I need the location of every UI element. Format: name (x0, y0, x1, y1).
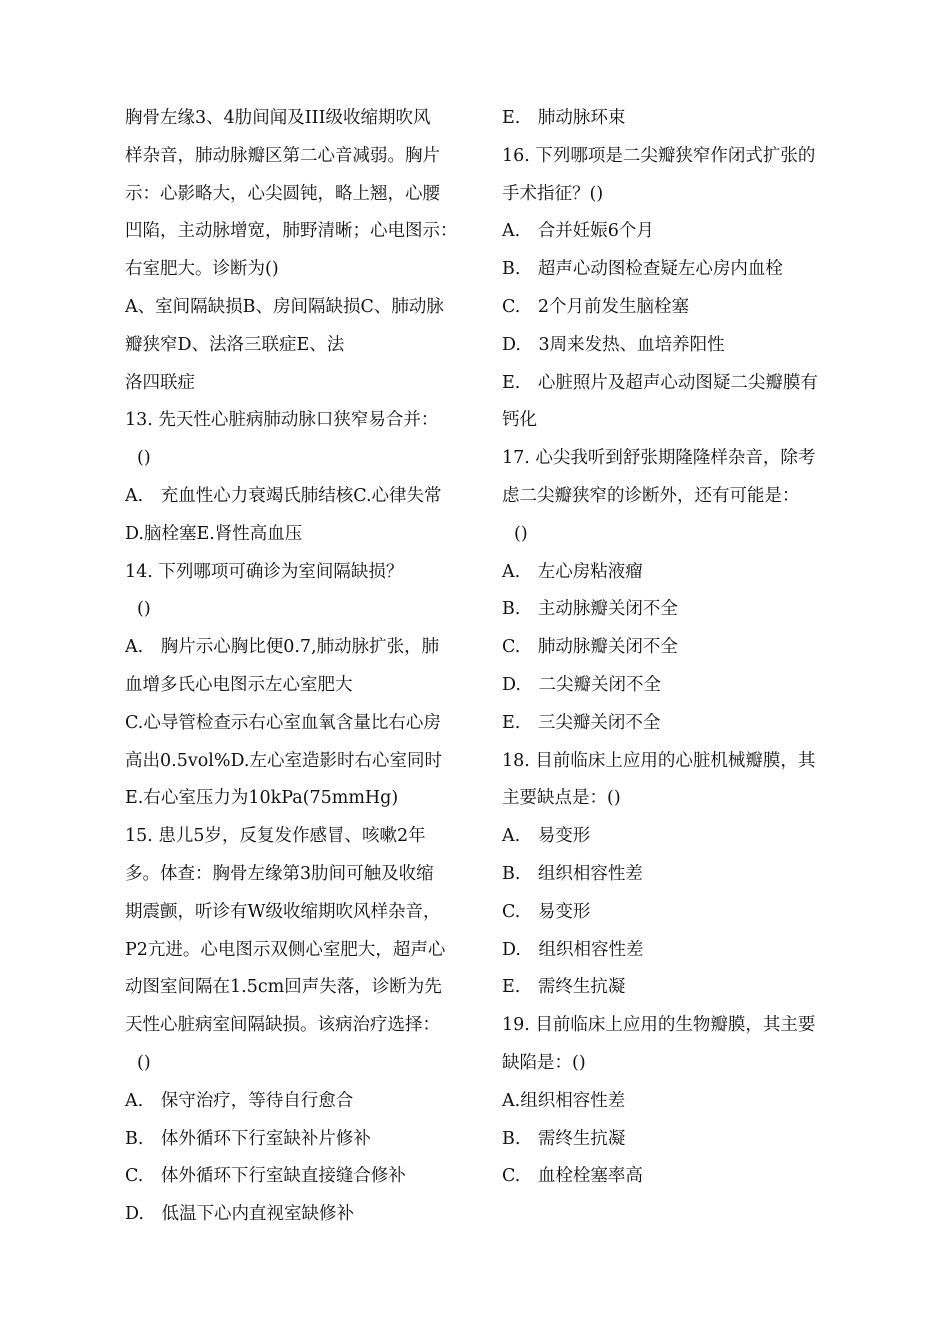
text-line: C. 体外循环下行室缺直接缝合修补 (125, 1166, 406, 1187)
text-line: A. 胸片示心胸比便0.7,肺动脉扩张，肺 (125, 637, 440, 658)
text-line: 瓣狭窄D、法洛三联症E、法 (125, 334, 345, 355)
right-column (502, 100, 847, 1196)
text-line: C. 2个月前发生脑栓塞 (502, 296, 689, 317)
text-line: A、室间隔缺损B、房间隔缺损C、肺动脉 (125, 296, 444, 317)
text-line: E. 三尖瓣关闭不全 (502, 712, 661, 733)
text-line: 18. 目前临床上应用的心脏机械瓣膜，其 (502, 750, 816, 771)
text-line: 动图室间隔在1.5cm回声失落，诊断为先 (125, 977, 442, 998)
text-line: A.组织相容性差 (502, 1090, 626, 1111)
text-line: C. 易变形 (502, 901, 591, 922)
text-line: 样杂音，肺动脉瓣区第二心音减弱。胸片 (125, 145, 440, 166)
text-line: A. 易变形 (502, 826, 591, 847)
text-line: E. 肺动脉环束 (502, 108, 626, 128)
text-line: B. 组织相容性差 (502, 863, 643, 884)
text-line: () (137, 448, 151, 469)
text-line: 虑二尖瓣狭窄的诊断外，还有可能是： (502, 485, 800, 506)
text-line: 右室肥大。诊断为() (125, 259, 279, 280)
text-line: 手术指征？() (502, 183, 604, 204)
text-line: 多。体查：胸骨左缘第3肋间可触及收缩 (125, 863, 434, 884)
text-line: 15. 患儿5岁，反复发作感冒、咳嗽2年 (125, 826, 426, 847)
text-line: 血增多氏心电图示左心室肥大 (125, 674, 353, 695)
text-line: () (137, 1052, 151, 1073)
text-line: C. 肺动脉瓣关闭不全 (502, 637, 678, 658)
text-line: () (137, 599, 151, 620)
text-line: E. 心脏照片及超声心动图疑二尖瓣膜有 (502, 372, 818, 393)
text-line: B. 主动脉瓣关闭不全 (502, 599, 678, 620)
text-line: A. 左心房粘液瘤 (502, 561, 643, 582)
text-line: D. 3周来发热、血培养阳性 (502, 334, 725, 355)
text-line: 钙化 (502, 410, 537, 431)
text-line: D. 二尖瓣关闭不全 (502, 674, 661, 695)
text-line: D. 组织相容性差 (502, 939, 644, 960)
text-line: A. 合并妊娠6个月 (502, 221, 654, 242)
text-line: A. 保守治疗，等待自行愈合 (125, 1090, 354, 1111)
text-line: 17. 心尖我听到舒张期隆隆样杂音，除考 (502, 448, 816, 469)
text-line: E. 需终生抗凝 (502, 977, 626, 998)
text-line: 洛四联症 (125, 372, 195, 393)
text-line: 示：心影略大，心尖圆钝，略上翘，心腰 (125, 183, 440, 204)
text-line: 16. 下列哪项是二尖瓣狭窄作闭式扩张的 (502, 145, 816, 166)
text-line: 13. 先天性心脏病肺动脉口狭窄易合并： (125, 410, 439, 431)
text-line: D.脑栓塞E.肾性高血压 (125, 523, 303, 544)
text-line: 凹陷，主动脉增宽，肺野清晰；心电图示： (125, 221, 458, 242)
text-line: 缺陷是：() (502, 1052, 586, 1073)
text-line: 主要缺点是：() (502, 788, 621, 809)
text-line: E.右心室压力为10kPa(75mmHg) (125, 788, 399, 809)
text-line: C. 血栓栓塞率高 (502, 1166, 643, 1187)
text-line: 14. 下列哪项可确诊为室间隔缺损？ (125, 561, 404, 582)
text-line: () (514, 523, 528, 544)
text-line: 期震颤，听诊有W级收缩期吹风样杂音， (125, 901, 441, 922)
text-line: D. 低温下心内直视室缺修补 (125, 1204, 354, 1225)
left-column (125, 100, 477, 1234)
text-line: C.心导管检查示右心室血氧含量比右心房 (125, 712, 441, 733)
text-line: P2亢进。心电图示双侧心室肥大，超声心 (125, 939, 446, 960)
text-line: A. 充血性心力衰竭氏肺结核C.心律失常 (125, 485, 442, 506)
text-line: B. 需终生抗凝 (502, 1128, 626, 1149)
text-line: B. 超声心动图检查疑左心房内血栓 (502, 259, 783, 280)
text-line: 19. 目前临床上应用的生物瓣膜，其主要 (502, 1015, 816, 1036)
text-line: 高出0.5vol%D.左心室造影时右心室同时 (125, 750, 442, 771)
text-line: 胸骨左缘3、4肋间闻及III级收缩期吹风 (125, 108, 431, 128)
text-line: 天性心脏病室间隔缺损。该病治疗选择： (125, 1015, 440, 1036)
text-line: B. 体外循环下行室缺补片修补 (125, 1128, 371, 1149)
